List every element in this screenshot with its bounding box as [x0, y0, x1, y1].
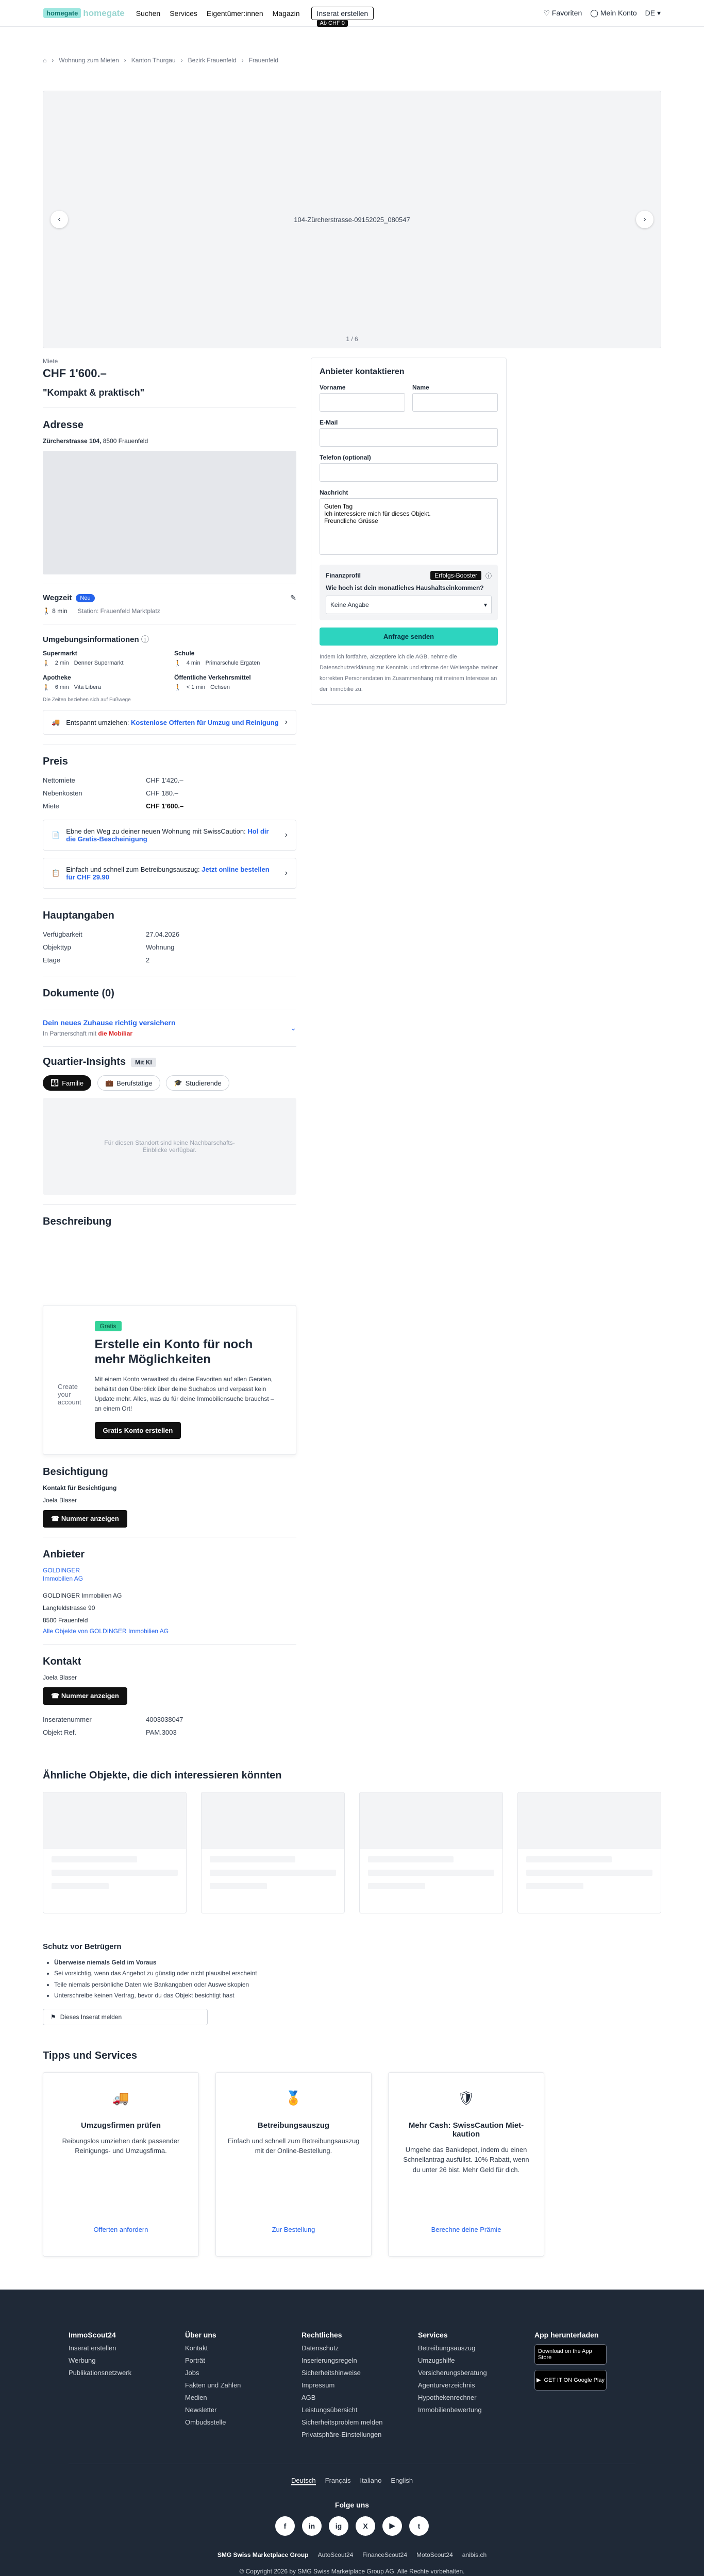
- table-row: Inseratenummer 4003038047: [43, 1715, 183, 1723]
- route-header: [43, 594, 296, 602]
- x-icon[interactable]: X: [356, 2516, 375, 2536]
- nav-item-services[interactable]: Services: [170, 9, 197, 18]
- moving-offer-card[interactable]: 🚚 Entspannt umziehen: Kostenlose Offerten für Umzug und Reinigung ›: [43, 710, 296, 735]
- brand-link[interactable]: FinanceScout24: [362, 2551, 408, 2558]
- quarter-empty-state: Für diesen Standort sind keine Nachbarschafts-Einblicke verfügbar.: [43, 1098, 296, 1195]
- poi-grid: [43, 650, 296, 691]
- tab-students[interactable]: 🎓 Studierende: [166, 1075, 229, 1091]
- quarter-heading: Quartier-Insights: [43, 1056, 126, 1067]
- list-item: • Teile niemals persönliche Daten wie Bankangaben oder Ausweiskopien: [54, 1979, 661, 1991]
- footer-link[interactable]: Inserat erstellen: [69, 2344, 116, 2352]
- social-links: [0, 2516, 704, 2536]
- report-listing-button[interactable]: ⚑ Dieses Inserat melden: [43, 2009, 208, 2025]
- shield-icon: 🛡: [457, 2090, 475, 2106]
- page-content: [43, 45, 661, 2257]
- show-number-button[interactable]: ☎ Nummer anzeigen: [43, 1687, 127, 1705]
- tab-family[interactable]: 👪 Familie: [43, 1075, 91, 1091]
- footer-link[interactable]: Sicherheitsproblem melden: [301, 2418, 383, 2426]
- footer-link[interactable]: Werbung: [69, 2356, 96, 2364]
- ai-badge: Mit KI: [131, 1058, 156, 1067]
- chevron-down-icon: ⌄: [290, 1023, 296, 1032]
- phone-icon: ☎: [51, 1691, 60, 1700]
- contact-form-heading: Anbieter kontaktieren: [320, 367, 405, 376]
- viewing-contact-name: Joela Blaser: [43, 1497, 77, 1504]
- main-info-table: [43, 928, 296, 967]
- quarter-tabs: [43, 1075, 296, 1091]
- copyright: © Copyright 2026 by SMG Swiss Marketplace Group AG. Alle Rechte vorbehalten.: [239, 2567, 465, 2575]
- price-badge: Ab CHF 0: [317, 20, 348, 27]
- viewing-heading: Besichtigung: [43, 1466, 108, 1478]
- promo-title: Erstelle ein Konto für noch mehr Möglichkeiten: [94, 1337, 253, 1366]
- provider-all-listings-link[interactable]: Alle Objekte von GOLDINGER Immobilien AG: [43, 1627, 169, 1635]
- listing-card-placeholder[interactable]: [359, 1792, 503, 1913]
- contact-table: [43, 1713, 296, 1739]
- mobiliar-logo: die Mobiliar: [98, 1030, 133, 1037]
- walk-icon: 🚶: [43, 607, 51, 615]
- site-logo[interactable]: homegate homegate: [43, 8, 125, 19]
- address-heading: Adresse: [43, 419, 83, 431]
- language-select[interactable]: DE ▾: [645, 9, 661, 17]
- send-request-button[interactable]: Anfrage senden: [320, 628, 498, 646]
- first-name-field[interactable]: [320, 393, 405, 412]
- user-icon: ◯: [590, 9, 598, 17]
- route-row: 🚶 8 min Station: Frauenfeld Marktplatz: [43, 607, 160, 615]
- breadcrumb-item[interactable]: Wohnung zum Mieten: [59, 57, 119, 64]
- service-card: 🛡 Mehr Cash: SwissCaution Miet-kaution Umgehe das Bankdepot, indem du einen Schnellantrag ausfüllst. 10% Rabatt, wenn du unter 26 bist. Mehr Geld für dich. Berechne deine Prämie: [388, 2072, 544, 2257]
- route-heading: Wegzeit: [43, 594, 72, 602]
- provider-logo: GOLDINGER Immobilien AG: [43, 1567, 83, 1582]
- breadcrumb-item[interactable]: Kanton Thurgau: [131, 57, 176, 64]
- phone-icon: ☎: [51, 1515, 60, 1523]
- breadcrumb-item[interactable]: Frauenfeld: [248, 57, 279, 64]
- contact-name: Joela Blaser: [43, 1673, 77, 1681]
- chevron-right-icon: ›: [643, 215, 646, 224]
- walk-icon: 🚶: [43, 660, 50, 667]
- footer-link[interactable]: Hypothekenrechner: [418, 2393, 477, 2401]
- contact-heading: Kontakt: [43, 1655, 81, 1667]
- gallery-next-button[interactable]: [636, 211, 653, 228]
- brand-link[interactable]: MotoScout24: [416, 2551, 453, 2558]
- table-row: Objekt Ref. PAM.3003: [43, 1728, 177, 1736]
- play-icon: ▶: [536, 2377, 541, 2384]
- footer-column-apps: App herunterladen Download on the App Store ▶ GET IT ON Google Play: [534, 2331, 635, 2443]
- language-option[interactable]: Français: [325, 2476, 351, 2484]
- chevron-right-icon: ›: [284, 869, 288, 877]
- truck-icon: 🚚: [52, 718, 60, 726]
- chevron-left-icon: ‹: [58, 215, 61, 224]
- description-heading: Beschreibung: [43, 1216, 112, 1227]
- listing-details: Miete CHF 1'600.– "Kompakt & praktisch" Adresse Zürcherstrasse 104, 8500 Frauenfeld Wegzeit Neu ✎ 🚶 8 min Station: Frauenfeld Marktplatz Umgebungsinformationen ⓘ Supermarkt 🚶 2 min Denner Supermarkt Schule 🚶 4 min Primarschule Ergaten Apotheke 🚶 6 min Vita Libera Öffentliche Verkehrsmittel 🚶 < 1 min Ochsen Die Zeiten beziehen sich auf Fußwege 🚚 Entspannt umziehen: Kostenlose Offerten für Umzug und Reinigung › Preis Nettomiete CHF 1'420.– Nebenkosten CHF 180.– Miete CHF 1'600.– 📄 Ebne den Weg zu deiner neuen Wohnung mit SwissCaution: Hol dir die Gratis-Bescheinigung › 📋 Einfach und schnell zum Betreibungsauszug: Jetzt online bestellen für CHF 29.90 › Hauptangaben Verfügbarkeit 27.04.2026 Objekttyp Wohnung Etage 2 Dokumente (0) Dein neues Zuhause richtig versichern In Partnerschaft mit die Mobiliar ⌄ Quartier-Insights Mit KI 👪 Familie 💼 Berufstätige 🎓 Studierende Für diesen Standort sind keine Nachbarschafts-Einblicke verfügbar. Beschreibung Create your account Gratis Erstelle ein Konto für noch mehr Möglichkeiten Mit einem Konto verwaltest du deine Favoriten auf allen Geräten, behältst den Überblick über deine Suchabos und verpasst kein Update mehr. Alles, was du für deine Immobiliensuche brauchst – an einem Ort! Gratis Konto erstellen Besichtigung Kontakt für Besichtigung Joela Blaser ☎ Nummer anzeigen Anbieter GOLDINGER Immobilien AG GOLDINGER Immobilien AG Langfeldstrasse 90 8500 Frauenfeld Alle Objekte von GOLDINGER Immobilien AG Kontakt Joela Blaser ☎ Nummer anzeigen Inseratenummer 4003038047 Objekt Ref. PAM.3003: [43, 358, 296, 1739]
- heart-icon: ♡: [543, 9, 550, 17]
- follow-heading: Folge uns: [334, 2500, 370, 2509]
- facebook-icon[interactable]: f: [275, 2516, 295, 2536]
- truck-icon: 🚚: [112, 2090, 129, 2106]
- gallery-caption: 104-Zürcherstrasse-09152025_080547: [294, 215, 410, 224]
- nav-item-owners[interactable]: Eigentümer:innen: [206, 9, 263, 18]
- poi-group: Schule 🚶 4 min Primarschule Ergaten: [174, 650, 260, 667]
- footer-column: Services Betreibungsauszug Umzugshilfe Versicherungsberatung Agenturverzeichnis Hypothekenrechner Immobilienbewertung: [418, 2331, 519, 2443]
- message-field[interactable]: [320, 498, 498, 555]
- provider-address: GOLDINGER Immobilien AG Langfeldstrasse 90 8500 Frauenfeld: [43, 1591, 122, 1624]
- account-link[interactable]: ◯ Mein Konto: [590, 9, 637, 17]
- promo-side-text: Create your account: [58, 1383, 81, 1406]
- price-table: [43, 774, 296, 812]
- footer-link[interactable]: AGB: [301, 2393, 316, 2401]
- brand-link[interactable]: AutoScout24: [317, 2551, 354, 2558]
- rent-label: Miete: [43, 358, 58, 365]
- footer-link[interactable]: Agenturverzeichnis: [418, 2381, 475, 2389]
- home-icon[interactable]: ⌂: [43, 57, 47, 64]
- tiktok-icon[interactable]: t: [409, 2516, 429, 2536]
- footer-link[interactable]: Betreibungsauszug: [418, 2344, 476, 2352]
- success-booster-badge: Erfolgs-Booster: [430, 571, 481, 580]
- email-field[interactable]: [320, 428, 498, 447]
- walk-icon: 🚶: [43, 685, 50, 691]
- free-badge: Gratis: [95, 1321, 122, 1331]
- poi-group: Öffentliche Verkehrsmittel 🚶 < 1 min Ochsen: [174, 674, 251, 691]
- service-card: 🚚 Umzugsfirmen prüfen Reibungslos umziehen dank passender Reinigungs- und Umzugsfirma. Offerten anfordern: [43, 2072, 199, 2257]
- table-row: Nettomiete CHF 1'420.–: [43, 776, 183, 784]
- footer-link[interactable]: Fakten und Zahlen: [185, 2381, 241, 2389]
- chevron-right-icon: ›: [284, 831, 288, 839]
- poi-group: Apotheke 🚶 6 min Vita Libera: [43, 674, 101, 691]
- table-row: Nebenkosten CHF 180.–: [43, 789, 178, 797]
- services-heading: Tipps und Services: [43, 2049, 138, 2061]
- language-option[interactable]: Deutsch: [291, 2476, 316, 2484]
- linkedin-icon[interactable]: in: [302, 2516, 322, 2536]
- breadcrumb: ⌂ › Wohnung zum Mieten › Kanton Thurgau › Bezirk Frauenfeld › Frauenfeld: [43, 57, 279, 64]
- last-name-field[interactable]: [412, 393, 498, 412]
- footer-columns: [69, 2331, 635, 2443]
- poi-note: Die Zeiten beziehen sich auf Fußwege: [43, 697, 131, 703]
- main-nav: [136, 9, 300, 18]
- footer-link[interactable]: Leistungsübersicht: [301, 2405, 358, 2414]
- info-icon[interactable]: ⓘ: [141, 635, 149, 644]
- listing-price: CHF 1'600.–: [43, 367, 107, 380]
- header-right: [543, 9, 661, 18]
- listing-title: "Kompakt & praktisch": [43, 387, 145, 398]
- footer-link[interactable]: Privatsphäre-Einstellungen: [301, 2430, 382, 2438]
- family-icon: 👪: [51, 1079, 59, 1087]
- table-row: Miete CHF 1'600.–: [43, 802, 184, 810]
- language-switcher: [0, 2477, 704, 2485]
- graduation-icon: 🎓: [174, 1079, 182, 1087]
- brand-link[interactable]: anibis.ch: [462, 2551, 487, 2558]
- create-account-button[interactable]: Gratis Konto erstellen: [95, 1422, 181, 1439]
- footer-link[interactable]: Impressum: [301, 2381, 335, 2389]
- similar-listings: [43, 1792, 661, 1913]
- listing-card-placeholder[interactable]: [201, 1792, 345, 1913]
- legal-text: Indem ich fortfahre, akzeptiere ich die AGB, nehme die Datenschutzerklärung zur Kenntnis und stimme der Weitergabe meiner korrekten Personendaten im Zusammenhang mit meinem Interesse an der Immobilie zu.: [320, 654, 498, 692]
- address-text: Zürcherstrasse 104, 8500 Frauenfeld: [43, 437, 148, 445]
- language-option[interactable]: Italiano: [360, 2476, 382, 2484]
- request-offers-link[interactable]: Offerten anfordern: [93, 2225, 148, 2233]
- footer-link[interactable]: Datenschutz: [301, 2344, 339, 2352]
- gallery-prev-button[interactable]: [51, 211, 68, 228]
- footer-link[interactable]: Publikationsnetzwerk: [69, 2368, 132, 2377]
- document-icon: 📋: [52, 869, 60, 877]
- chevron-down-icon: ▾: [483, 601, 487, 608]
- breadcrumb-item[interactable]: Bezirk Frauenfeld: [188, 57, 237, 64]
- show-number-button[interactable]: ☎ Nummer anzeigen: [43, 1510, 127, 1528]
- document-icon: 📄: [52, 831, 60, 839]
- provider-heading: Anbieter: [43, 1549, 85, 1561]
- certificate-icon: 🏅: [285, 2090, 302, 2106]
- site-footer: [0, 2290, 704, 2576]
- footer-link[interactable]: Inserierungsregeln: [301, 2356, 357, 2364]
- listing-card-placeholder[interactable]: [43, 1792, 187, 1913]
- promo-text: Mit einem Konto verwaltest du deine Favoriten auf allen Geräten, behältst den Überblick über deine Suchabos und verpasst kein Update mehr. Alles, was du für deine Immobiliensuche brauchst – an einem Ort!: [94, 1375, 274, 1413]
- footer-link[interactable]: Sicherheitshinweise: [301, 2368, 361, 2377]
- insurance-banner[interactable]: Dein neues Zuhause richtig versichern In Partnerschaft mit die Mobiliar ⌄: [43, 1019, 296, 1037]
- app-store-button[interactable]: Download on the App Store: [534, 2344, 607, 2365]
- poi-group: Supermarkt 🚶 2 min Denner Supermarkt: [43, 650, 124, 667]
- footer-link[interactable]: Versicherungsberatung: [418, 2368, 487, 2377]
- footer-link[interactable]: Kontakt: [185, 2344, 208, 2352]
- table-row: Objekttyp Wohnung: [43, 943, 175, 951]
- footer-column: Rechtliches Datenschutz Inserierungsregeln Sicherheitshinweise Impressum AGB Leistungsübersicht Sicherheitsproblem melden Privatsphäre-Einstellungen: [301, 2331, 403, 2443]
- footer-link[interactable]: Jobs: [185, 2368, 199, 2377]
- nav-item-search[interactable]: Suchen: [136, 9, 161, 18]
- listing-card-placeholder[interactable]: [517, 1792, 661, 1913]
- fraud-list: [54, 1957, 661, 2002]
- group-brands: SMG Swiss Marketplace Group AutoScout24 FinanceScout24 MotoScout24 anibis.ch: [217, 2551, 487, 2558]
- edit-icon[interactable]: ✎: [290, 594, 296, 602]
- income-select[interactable]: Keine Angabe ▾: [326, 596, 492, 614]
- finance-profile: Finanzprofil Erfolgs-Booster ⓘ Wie hoch ist dein monatliches Haushaltseinkommen? Keine Angabe ▾: [320, 565, 498, 620]
- info-icon[interactable]: ⓘ: [485, 572, 492, 580]
- footer-column: Über uns Kontakt Porträt Jobs Fakten und Zahlen Medien Newsletter Ombudsstelle: [185, 2331, 286, 2443]
- fraud-section: [43, 1942, 661, 2025]
- image-gallery[interactable]: [43, 91, 661, 348]
- footer-link[interactable]: Newsletter: [185, 2405, 217, 2414]
- footer-link[interactable]: Immobilienbewertung: [418, 2405, 482, 2414]
- gallery-counter: 1 / 6: [346, 335, 358, 343]
- price-heading: Preis: [43, 756, 68, 767]
- table-row: Verfügbarkeit 27.04.2026: [43, 930, 180, 938]
- account-promo: [43, 1305, 296, 1455]
- similar-heading: Ähnliche Objekte, die dich interessieren könnten: [43, 1769, 282, 1781]
- footer-link[interactable]: Porträt: [185, 2356, 206, 2364]
- table-row: Etage 2: [43, 956, 150, 964]
- order-link[interactable]: Zur Bestellung: [272, 2225, 315, 2233]
- quarter-header: [43, 1056, 296, 1068]
- tab-professionals[interactable]: 💼 Berufstätige: [97, 1075, 160, 1091]
- google-play-button[interactable]: ▶ GET IT ON Google Play: [534, 2370, 607, 2391]
- list-item: • Unterschreibe keinen Vertrag, bevor du das Objekt besichtigt hast: [54, 1990, 661, 2002]
- list-item: • Sei vorsichtig, wenn das Angebot zu günstig oder nicht plausibel erscheint: [54, 1968, 661, 1979]
- main-info-heading: Hauptangaben: [43, 910, 114, 921]
- fraud-heading: Schutz vor Betrügern: [43, 1942, 122, 1951]
- debt-register-card[interactable]: 📋 Einfach und schnell zum Betreibungsauszug: Jetzt online bestellen für CHF 29.90 ›: [43, 858, 296, 889]
- documents-heading: Dokumente (0): [43, 988, 114, 999]
- surroundings-heading: Umgebungsinformationen ⓘ: [43, 635, 149, 644]
- list-item: • Überweise niemals Geld im Voraus: [54, 1957, 661, 1969]
- footer-link[interactable]: Umzugshilfe: [418, 2356, 455, 2364]
- swisscaution-card[interactable]: 📄 Ebne den Weg zu deiner neuen Wohnung mit SwissCaution: Hol dir die Gratis-Bescheinigung ›: [43, 820, 296, 851]
- walk-icon: 🚶: [174, 660, 181, 667]
- main-columns: [43, 358, 661, 1739]
- footer-column: ImmoScout24 Inserat erstellen Werbung Publikationsnetzwerk: [69, 2331, 170, 2443]
- chevron-right-icon: ›: [284, 718, 288, 726]
- briefcase-icon: 💼: [105, 1079, 114, 1087]
- calculate-premium-link[interactable]: Berechne deine Prämie: [431, 2225, 501, 2233]
- service-card: 🏅 Betreibungsauszug Einfach und schnell zum Betreibungsauszug mit der Online-Bestellung. Zur Bestellung: [215, 2072, 372, 2257]
- services-list: [43, 2072, 661, 2257]
- favorites-link[interactable]: ♡ Favoriten: [543, 9, 582, 17]
- footer-link[interactable]: Ombudsstelle: [185, 2418, 226, 2426]
- top-navigation: [0, 0, 704, 27]
- footer-link[interactable]: Medien: [185, 2393, 207, 2401]
- youtube-icon[interactable]: ▶: [382, 2516, 402, 2536]
- chevron-down-icon: ▾: [657, 9, 661, 17]
- phone-field[interactable]: [320, 463, 498, 482]
- language-option[interactable]: English: [391, 2476, 413, 2484]
- contact-form: Anbieter kontaktieren Vorname Name E-Mail Telefon (optional) Nachricht Guten Tag Ich interessiere mich für dieses Objekt. Freundliche Grüsse Finanzprofil Erfolgs-Booster ⓘ Wie hoch ist dein monatliches Haushaltseinkommen? Keine Angabe ▾ Anfrage senden Indem ich fortfahre, akzeptiere ich die AGB, nehme die Datenschutzerklärung zur Kenntnis und stimme der Weitergabe meiner korrekten Personendaten im Zusammenhang mit meinem Interesse an der Immobilie zu.: [311, 358, 507, 705]
- new-badge: Neu: [76, 594, 94, 602]
- location-map[interactable]: [43, 451, 296, 574]
- create-listing-button[interactable]: Inserat erstellen Ab CHF 0: [311, 7, 374, 20]
- nav-item-magazine[interactable]: Magazin: [272, 9, 300, 18]
- walk-icon: 🚶: [174, 685, 181, 691]
- flag-icon: ⚑: [51, 2013, 56, 2021]
- instagram-icon[interactable]: ig: [329, 2516, 348, 2536]
